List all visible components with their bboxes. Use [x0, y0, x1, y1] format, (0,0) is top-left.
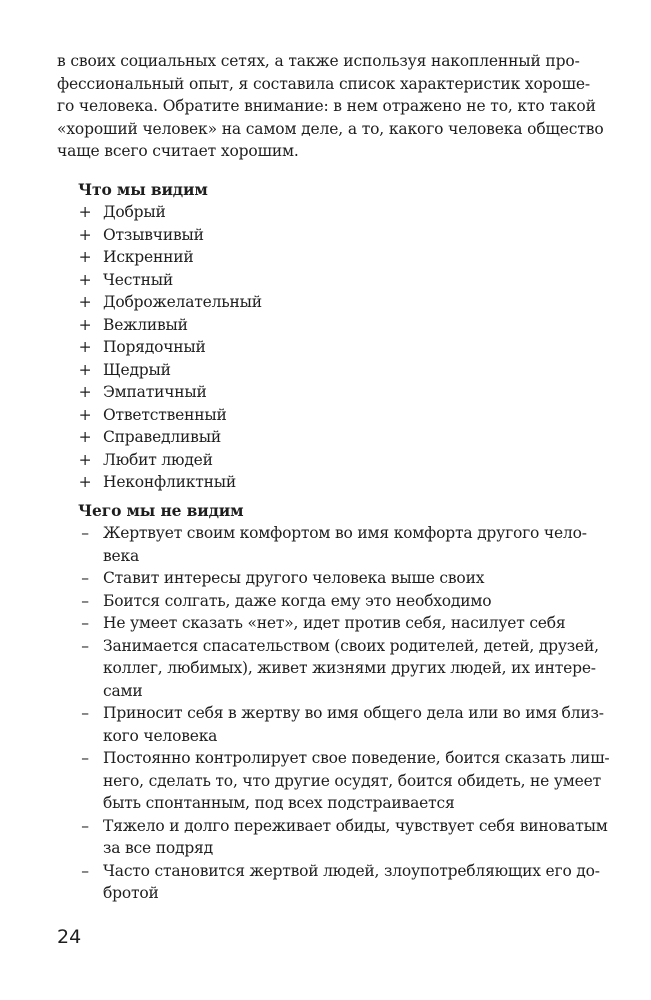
list-item-text: Тяжело и долго переживает обиды, чувствует себя виноватым: [103, 816, 608, 835]
list-item-text: Приносит себя в жертву во имя общего дела или во имя близ-: [103, 704, 604, 722]
list-item-text: кого человека: [103, 726, 218, 745]
list-item-text: Любит людей: [103, 450, 213, 469]
intro-line: го человека. Обратите внимание: в нем отражено не то, кто такой: [57, 97, 596, 115]
intro-line: «хороший человек» на самом деле, а то, какого человека общество: [57, 119, 604, 138]
list-item-text: сами: [103, 681, 143, 700]
list-item: [78, 747, 610, 815]
intro-line: фессиональный опыт, я составила список характеристик хороше-: [57, 74, 590, 93]
list-item: [78, 381, 597, 404]
visible-traits-list: [78, 201, 597, 494]
list-item: [78, 224, 597, 247]
list-item-text: Эмпатичный: [103, 383, 207, 401]
hidden-traits-list: [78, 522, 610, 905]
list-item-text: Щедрый: [103, 360, 171, 379]
bullet-marker: +: [78, 203, 92, 221]
bullet-marker: +: [78, 360, 92, 379]
list-item-text: бротой: [103, 884, 159, 902]
list-item: [78, 269, 597, 292]
bullet-marker: +: [78, 248, 92, 266]
bullet-marker: +: [78, 405, 92, 424]
bullet-marker: –: [81, 591, 89, 610]
hidden-traits-heading: Чего мы не видим: [78, 500, 244, 520]
list-item-text: Отзывчивый: [103, 225, 204, 244]
bullet-marker: –: [81, 704, 89, 722]
bullet-marker: +: [78, 473, 92, 491]
list-item-text: Ответственный: [103, 405, 227, 424]
list-item-text: Ставит интересы другого человека выше своих: [103, 569, 485, 587]
bullet-marker: +: [78, 428, 92, 446]
intro-line: в своих социальных сетях, а также используя накопленный про-: [57, 52, 580, 70]
list-item: [78, 471, 597, 494]
list-item: [78, 522, 597, 567]
list-item-text: Порядочный: [103, 338, 206, 356]
list-item: [78, 590, 597, 613]
list-item-text: Искренний: [103, 248, 194, 266]
list-item: [78, 314, 597, 337]
list-item: [78, 404, 597, 427]
list-item-text: Неконфликтный: [103, 473, 237, 491]
list-item: [78, 860, 600, 905]
visible-traits-section: [78, 179, 597, 494]
list-item: [78, 702, 604, 747]
bullet-marker: +: [78, 270, 92, 289]
list-item-text: Часто становится жертвой людей, злоупотребляющих его до-: [103, 861, 600, 880]
list-item-text: коллег, любимых), живет жизнями других людей, их интере-: [103, 659, 596, 677]
list-item-text: Честный: [103, 270, 174, 289]
bullet-marker: –: [81, 749, 89, 767]
list-item-text: Боится солгать, даже когда ему это необходимо: [103, 591, 492, 610]
hidden-traits-section: [78, 500, 610, 905]
list-item: [78, 449, 597, 472]
list-item-text: Справедливый: [103, 428, 221, 446]
list-item: [78, 291, 597, 314]
list-item-text: Жертвует своим комфортом во имя комфорта другого чело-: [103, 524, 587, 542]
list-item-text: за все подряд: [103, 839, 213, 857]
list-item-text: Занимается спасательством (своих родителей, детей, друзей,: [103, 636, 599, 655]
list-item: [78, 201, 597, 224]
list-item-text: Добрый: [103, 203, 166, 221]
list-item-text: Вежливый: [103, 315, 188, 334]
list-item: [78, 567, 597, 590]
list-item: [78, 246, 597, 269]
bullet-marker: +: [78, 315, 92, 334]
intro-paragraph: [57, 50, 604, 163]
list-item-text: Постоянно контролирует свое поведение, боится сказать лиш-: [103, 749, 610, 767]
bullet-marker: –: [81, 569, 89, 587]
list-item-text: него, сделать то, что другие осудят, боится обидеть, не умеет: [103, 771, 601, 790]
list-item: [78, 612, 597, 635]
bullet-marker: +: [78, 450, 92, 469]
intro-line: чаще всего считает хорошим.: [57, 142, 299, 160]
list-item: [78, 815, 608, 860]
bullet-marker: +: [78, 293, 92, 311]
bullet-marker: –: [81, 636, 89, 655]
list-item: [78, 336, 597, 359]
list-item-text: Доброжелательный: [103, 293, 262, 311]
bullet-marker: –: [81, 861, 89, 880]
list-item: [78, 426, 597, 449]
list-item: [78, 635, 597, 703]
list-item-text: века: [103, 546, 140, 565]
bullet-marker: –: [81, 524, 89, 542]
bullet-marker: –: [81, 816, 89, 835]
bullet-marker: +: [78, 225, 92, 244]
visible-traits-heading: Что мы видим: [78, 179, 208, 199]
bullet-marker: +: [78, 383, 92, 401]
bullet-marker: –: [81, 614, 89, 632]
page-number: 24: [57, 926, 82, 948]
bullet-marker: +: [78, 338, 92, 356]
list-item: [78, 359, 597, 382]
list-item-text: быть спонтанным, под всех подстраивается: [103, 794, 455, 812]
list-item-text: Не умеет сказать «нет», идет против себя, насилует себя: [103, 614, 566, 632]
page-body: [57, 50, 610, 905]
